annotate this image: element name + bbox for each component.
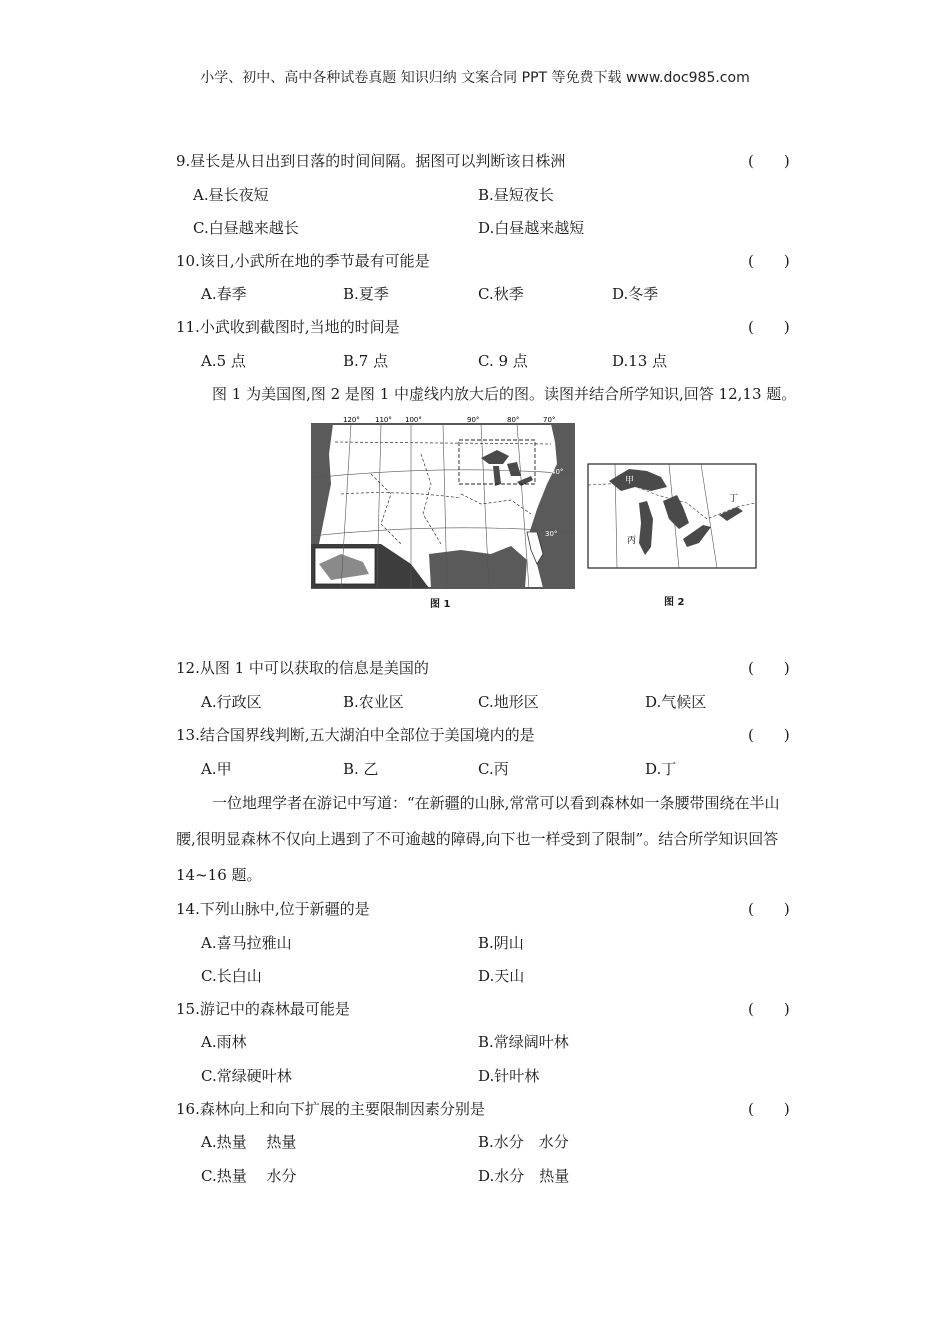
question-15-option-b: B.常绿阔叶林	[478, 1033, 569, 1051]
question-10-stem: 10.该日,小武所在地的季节最有可能是	[176, 252, 430, 270]
question-14-option-b: B.阴山	[478, 934, 524, 952]
question-10-option-b: B.夏季	[343, 285, 389, 303]
lake-label-bing: 丙	[627, 536, 637, 546]
question-14-option-d: D.天山	[478, 967, 525, 985]
question-16-stem: 16.森林向上和向下扩展的主要限制因素分别是	[176, 1100, 485, 1118]
question-14-option-c: C.长白山	[201, 967, 262, 985]
question-10-option-a: A.春季	[201, 285, 247, 303]
question-9-option-d: D.白昼越来越短	[478, 219, 585, 237]
question-11-option-c: C. 9 点	[478, 352, 528, 370]
travelogue-intro-line3: 14~16 题。	[176, 866, 262, 884]
question-16-option-d: D.水分 热量	[478, 1167, 570, 1185]
question-13-answer-paren: ( )	[748, 726, 790, 744]
question-11-option-b: B.7 点	[343, 352, 389, 370]
question-12-option-c: C.地形区	[478, 693, 539, 711]
lon-label-100: 100°	[405, 416, 422, 424]
question-9-option-a: A.昼长夜短	[193, 186, 269, 204]
lake-label-ding: 丁	[729, 494, 739, 504]
question-15-option-d: D.针叶林	[478, 1067, 540, 1085]
question-16-answer-paren: ( )	[748, 1100, 790, 1118]
lon-label-110: 110°	[375, 416, 392, 424]
question-12-option-b: B.农业区	[343, 693, 404, 711]
question-11-option-a: A.5 点	[201, 352, 246, 370]
lake-label-jia: 甲	[625, 476, 635, 486]
question-11-stem: 11.小武收到截图时,当地的时间是	[176, 318, 400, 336]
gulf-of-mexico	[429, 546, 527, 588]
figure-intro-text: 图 1 为美国图,图 2 是图 1 中虚线内放大后的图。读图并结合所学知识,回答 12,13 题。	[212, 385, 797, 403]
question-9-option-b: B.昼短夜长	[478, 186, 554, 204]
question-13-option-c: C.丙	[478, 760, 509, 778]
lon-label-80: 80°	[507, 416, 520, 424]
question-15-answer-paren: ( )	[748, 1000, 790, 1018]
figure-2-great-lakes-map	[587, 463, 757, 569]
question-14-option-a: A.喜马拉雅山	[201, 934, 292, 952]
question-13-option-d: D.丁	[645, 760, 677, 778]
question-11-answer-paren: ( )	[748, 318, 790, 336]
figure-1-caption: 图 1	[430, 599, 451, 610]
question-16-option-b: B.水分 水分	[478, 1133, 569, 1151]
page-header: 小学、初中、高中各种试卷真题 知识归纳 文案合同 PPT 等免费下载 www.doc985.com	[200, 70, 750, 86]
question-16-option-a: A.热量 热量	[201, 1133, 297, 1151]
figure-1-us-map	[311, 414, 575, 590]
question-12-option-a: A.行政区	[201, 693, 262, 711]
question-10-answer-paren: ( )	[748, 252, 790, 270]
question-12-stem: 12.从图 1 中可以获取的信息是美国的	[176, 659, 429, 677]
question-10-option-d: D.冬季	[612, 285, 659, 303]
question-14-answer-paren: ( )	[748, 900, 790, 918]
question-10-option-c: C.秋季	[478, 285, 524, 303]
question-11-option-d: D.13 点	[612, 352, 668, 370]
question-13-option-b: B. 乙	[343, 760, 379, 778]
lat-label-30: 30°	[545, 530, 558, 538]
question-15-option-a: A.雨林	[201, 1033, 247, 1051]
question-12-answer-paren: ( )	[748, 659, 790, 677]
question-15-stem: 15.游记中的森林最可能是	[176, 1000, 350, 1018]
lon-label-70: 70°	[543, 416, 556, 424]
question-15-option-c: C.常绿硬叶林	[201, 1067, 292, 1085]
question-14-stem: 14.下列山脉中,位于新疆的是	[176, 900, 370, 918]
question-13-option-a: A.甲	[201, 760, 232, 778]
lat-label-40: 40°	[551, 468, 564, 476]
question-16-option-c: C.热量 水分	[201, 1167, 297, 1185]
travelogue-intro-line1: 一位地理学者在游记中写道：“在新疆的山脉,常常可以看到森林如一条腰带围绕在半山	[212, 794, 780, 812]
question-13-stem: 13.结合国界线判断,五大湖泊中全部位于美国境内的是	[176, 726, 535, 744]
lon-label-120: 120°	[343, 416, 360, 424]
question-12-option-d: D.气候区	[645, 693, 707, 711]
question-9-stem: 9.昼长是从日出到日落的时间间隔。据图可以判断该日株洲	[176, 152, 566, 170]
travelogue-intro-line2: 腰,很明显森林不仅向上遇到了不可逾越的障碍,向下也一样受到了限制”。结合所学知识回答	[176, 830, 779, 848]
figure-2-caption: 图 2	[664, 597, 685, 608]
lon-label-90: 90°	[467, 416, 480, 424]
question-9-option-c: C.白昼越来越长	[193, 219, 299, 237]
question-9-answer-paren: ( )	[748, 152, 790, 170]
